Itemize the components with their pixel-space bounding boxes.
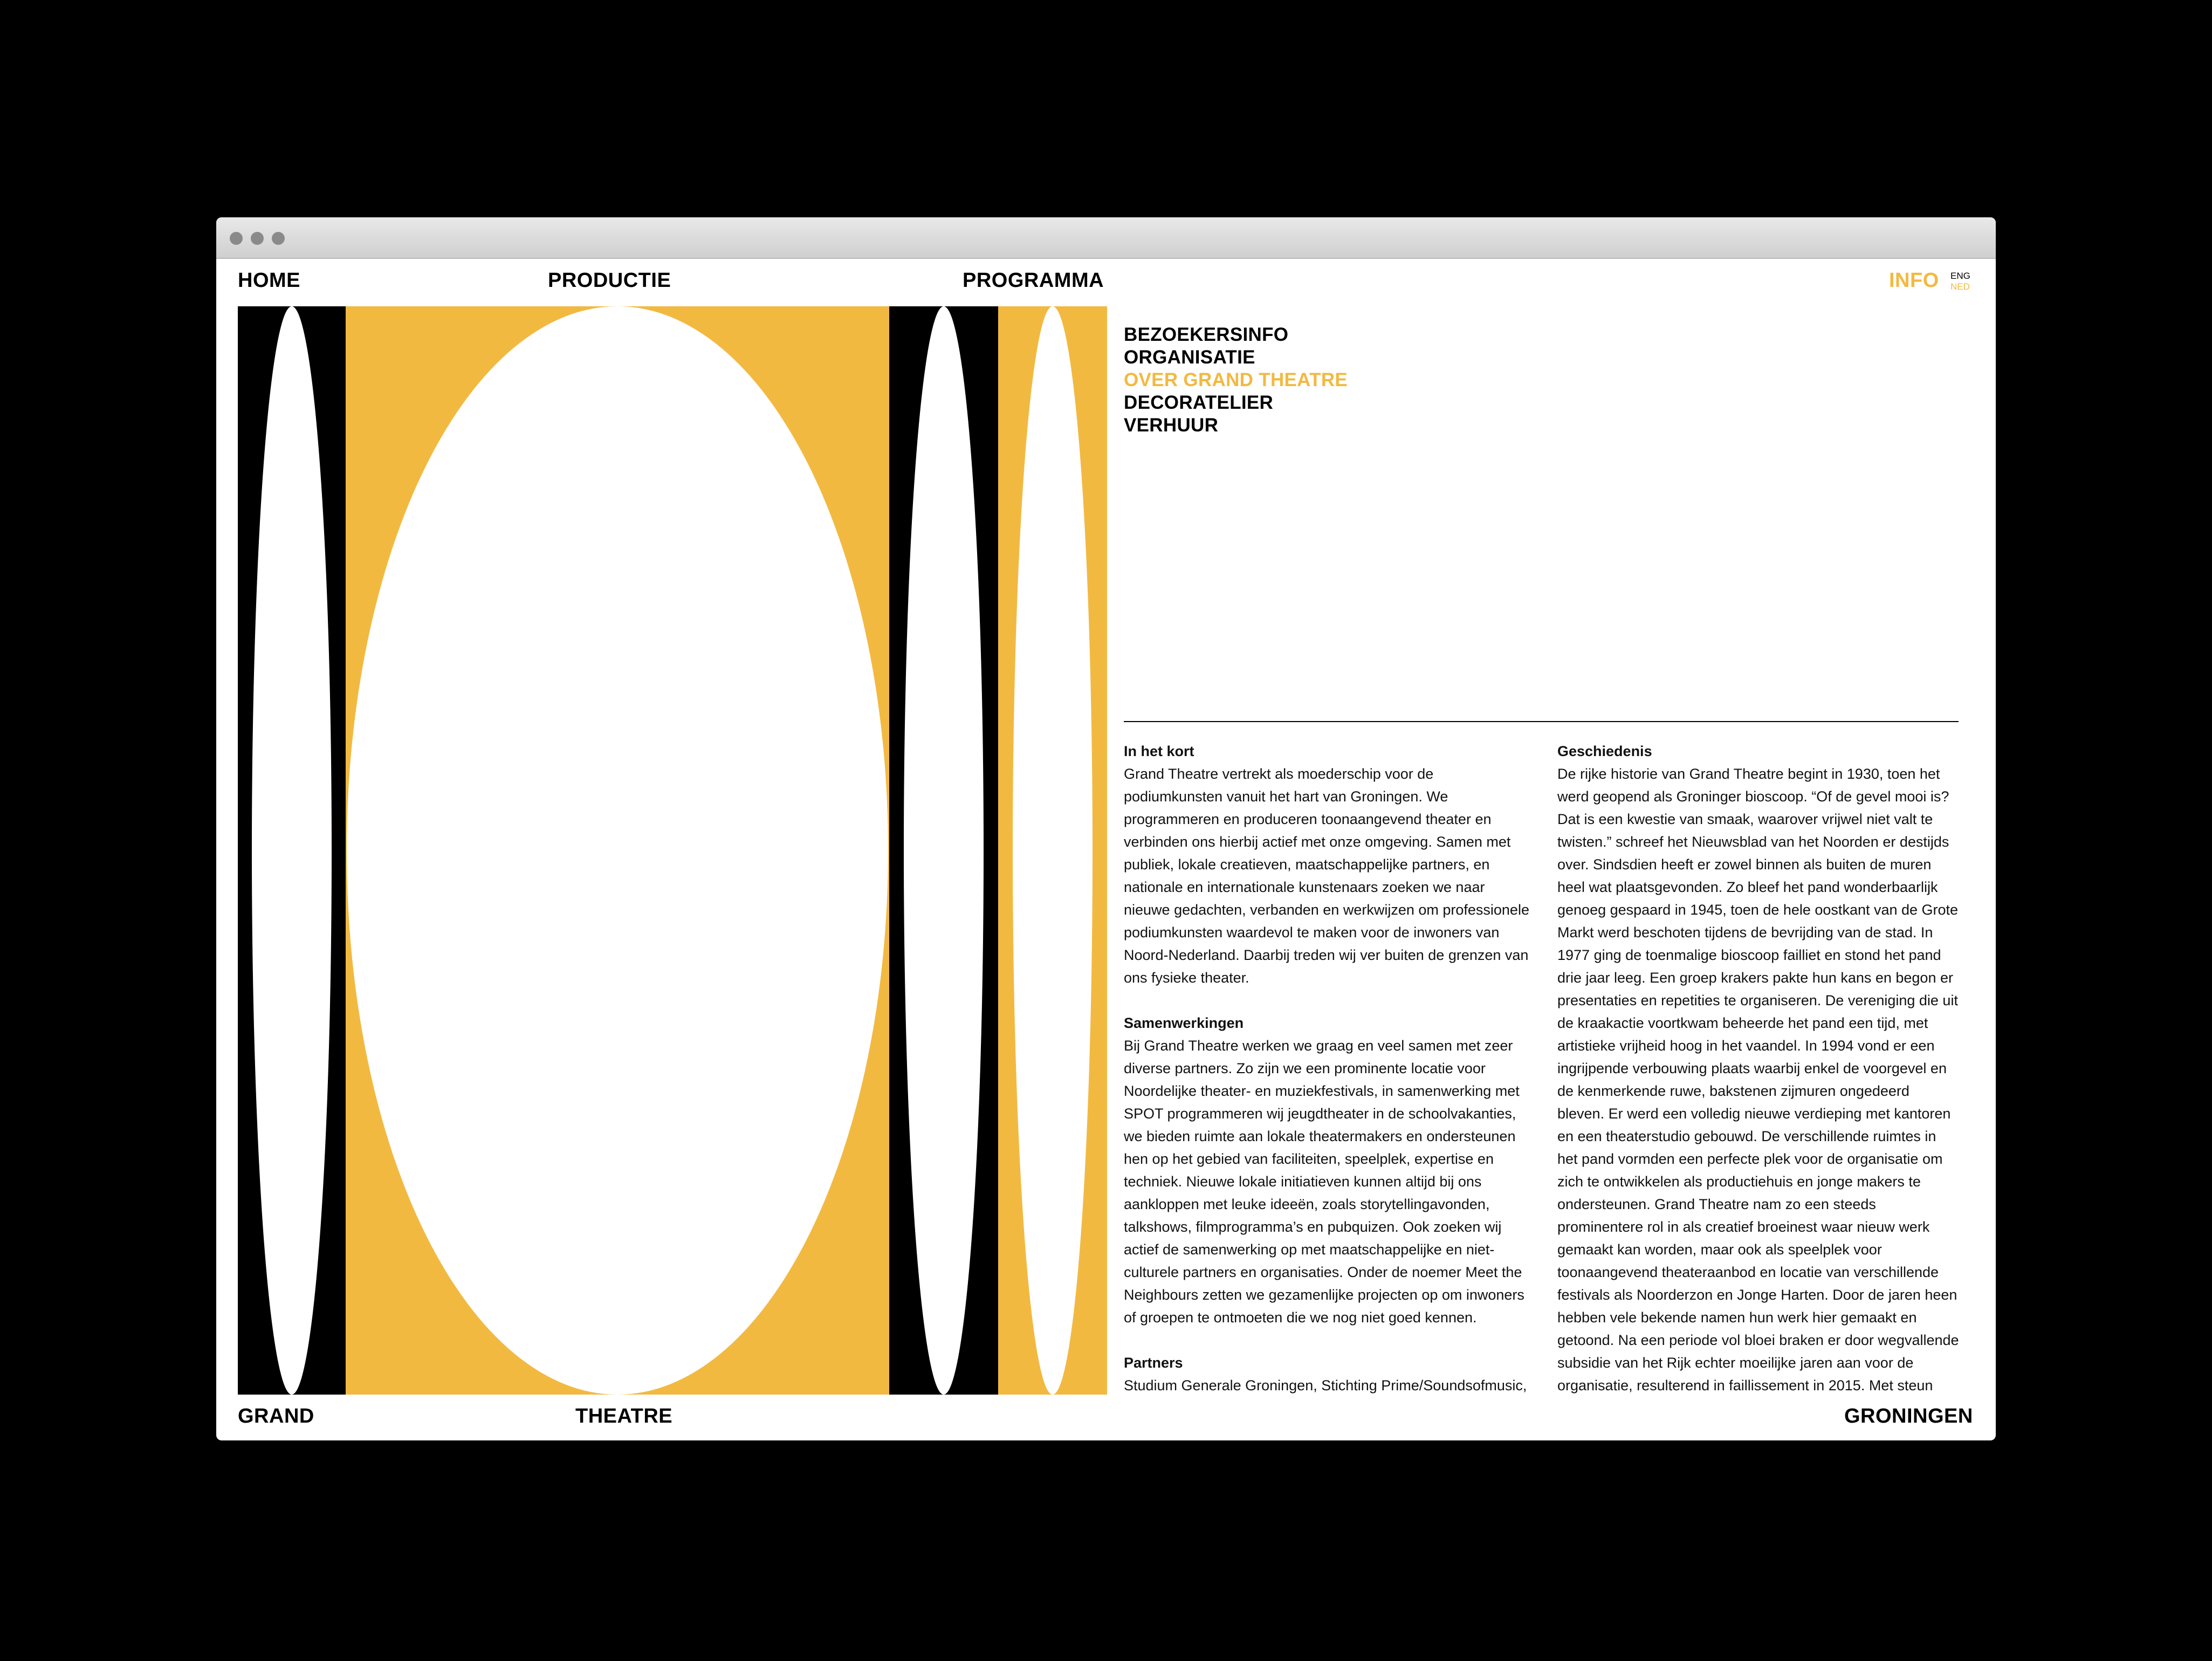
lang-ned-link[interactable]: NED bbox=[1950, 282, 1970, 292]
body-in-het-kort: Grand Theatre vertrekt als moederschip voor de podiumkunsten vanuit het hart van Groningen. We programmeren en produceren toonaangevend theater en verbinden ons hierbij actief met onze omgeving. Samen met publiek, lokale creatieven, maatschappelijke partners, en nationale en internationale kunstenaars zoeken we naar nieuwe gedachten, verbanden en werkwijzen om professionele podiumkunsten waardevol te maken voor de inwoners van Noord-Nederland. Daarbij treden wij ver buiten de grenzen van ons fysieke theater. bbox=[1124, 766, 1529, 986]
window-close-dot[interactable] bbox=[230, 232, 243, 245]
footer-grand: GRAND bbox=[238, 1405, 314, 1427]
submenu-organisatie[interactable]: ORGANISATIE bbox=[1124, 347, 1255, 368]
browser-window bbox=[216, 217, 1996, 1440]
window-zoom-dot[interactable] bbox=[272, 232, 285, 245]
nav-home[interactable]: HOME bbox=[238, 269, 300, 292]
text-column-right bbox=[1557, 740, 1959, 1395]
divider-rule bbox=[1124, 721, 1959, 722]
footer-theatre: THEATRE bbox=[575, 1405, 673, 1427]
heading-geschiedenis: Geschiedenis bbox=[1557, 743, 1652, 759]
body-geschiedenis: De rijke historie van Grand Theatre begint in 1930, toen het werd geopend als Groninger bioscoop. “Of de gevel mooi is? Dat is een kwestie van smaak, waarover vrijwel niet valt te twisten.” schreef het Nieuwsblad van het Noorden er destijds over. Sindsdien heeft er zowel binnen als buiten de muren heel wat plaatsgevonden. Zo bleef het pand wonderbaarlijk genoeg gespaard in 1945, toen de hele oostkant van de Grote Markt werd beschoten tijdens de bevrijding van de stad. In 1977 ging de toenmalige bioscoop failliet en stond het pand drie jaar leeg. Een groep krakers pakte hun kans en begon er presentaties en repetities te organiseren. De vereniging die uit de kraakactie voortkwam beheerde het pand een tijd, met artistieke vrijheid hoog in het vaandel. In 1994 vond er een ingrijpende verbouwing plaats waarbij enkel de voorgevel en de kenmerkende ruwe, bakstenen zijmuren ongedeerd bleven. Er werd een volledig nieuwe verdieping met kantoren en een theaterstudio gebouwd. De verschillende ruimtes in het pand vormden een perfecte plek voor de organisatie om zich te ontwikkelen als productiehuis en jonge makers te ondersteunen. Grand Theatre nam zo een steeds prominentere rol in als creatief broeinest waar nieuw werk gemaakt kan worden, maar ook als speelplek voor toonaangevend theateraanbod en locatie van verschillende festivals als Noorderzon en Jonge Harten. Door de jaren heen hebben vele bekende namen hun werk hier gemaakt en getoond. Na een periode vol bloei braken er door wegvallende subsidie van het Rijk echter moeilijke jaren aan voor de organisatie, resulterend in faillissement in 2015. Met steun bbox=[1557, 766, 1959, 1394]
page-content bbox=[216, 259, 1996, 1440]
ellipse-right-black bbox=[904, 306, 984, 1395]
submenu-verhuur[interactable]: VERHUUR bbox=[1124, 415, 1219, 436]
lang-eng-link[interactable]: ENG bbox=[1950, 271, 1970, 281]
body-samenwerkingen: Bij Grand Theatre werken we graag en veel samen met zeer diverse partners. Zo zijn we een prominente locatie voor Noordelijke theater- en muziekfestivals, in samenwerking met SPOT programmeren wij jeugdtheater in de schoolvakanties, we bieden ruimte aan lokale theatermakers en ondersteunen hen op het gebied van faciliteiten, speelplek, expertise en techniek. Nieuwe lokale initiatieven kunnen altijd bij ons aankloppen met leuke ideeën, zoals storytellingavonden, talkshows, filmprogramma’s en pubquizen. Ook zoeken wij actief de samenwerking op met maatschappelijke en niet-culturele partners en organisaties. Onder de noemer Meet the Neighbours zetten we gezamenlijke projecten op om inwoners of groepen te ontmoeten die we nog niet goed kennen. bbox=[1124, 1038, 1524, 1326]
body-partners: Studium Generale Groningen, Stichting Prime/Soundsofmusic, bbox=[1124, 1377, 1527, 1394]
ellipse-right-yellow bbox=[1013, 306, 1093, 1395]
nav-info[interactable]: INFO bbox=[1889, 269, 1939, 292]
heading-samenwerkingen: Samenwerkingen bbox=[1124, 1015, 1244, 1031]
ellipse-pattern bbox=[238, 306, 1107, 1395]
submenu-decoratelier[interactable]: DECORATELIER bbox=[1124, 392, 1274, 413]
ellipse-center bbox=[347, 306, 888, 1395]
heading-partners: Partners bbox=[1124, 1355, 1183, 1371]
hero-artwork bbox=[238, 306, 1107, 1395]
submenu-over-grand-theatre[interactable]: OVER GRAND THEATRE bbox=[1124, 369, 1348, 390]
window-titlebar bbox=[216, 217, 1996, 259]
nav-productie[interactable]: PRODUCTIE bbox=[548, 269, 671, 292]
nav-programma[interactable]: PROGRAMMA bbox=[963, 269, 1104, 292]
window-minimize-dot[interactable] bbox=[251, 232, 264, 245]
heading-in-het-kort: In het kort bbox=[1124, 743, 1194, 759]
footer-groningen: GRONINGEN bbox=[1844, 1405, 1973, 1427]
text-column-left bbox=[1124, 740, 1534, 1395]
submenu-bezoekersinfo[interactable]: BEZOEKERSINFO bbox=[1124, 324, 1289, 345]
language-switcher bbox=[1950, 271, 1970, 292]
info-submenu bbox=[1124, 324, 1348, 437]
ellipse-left bbox=[252, 306, 332, 1395]
